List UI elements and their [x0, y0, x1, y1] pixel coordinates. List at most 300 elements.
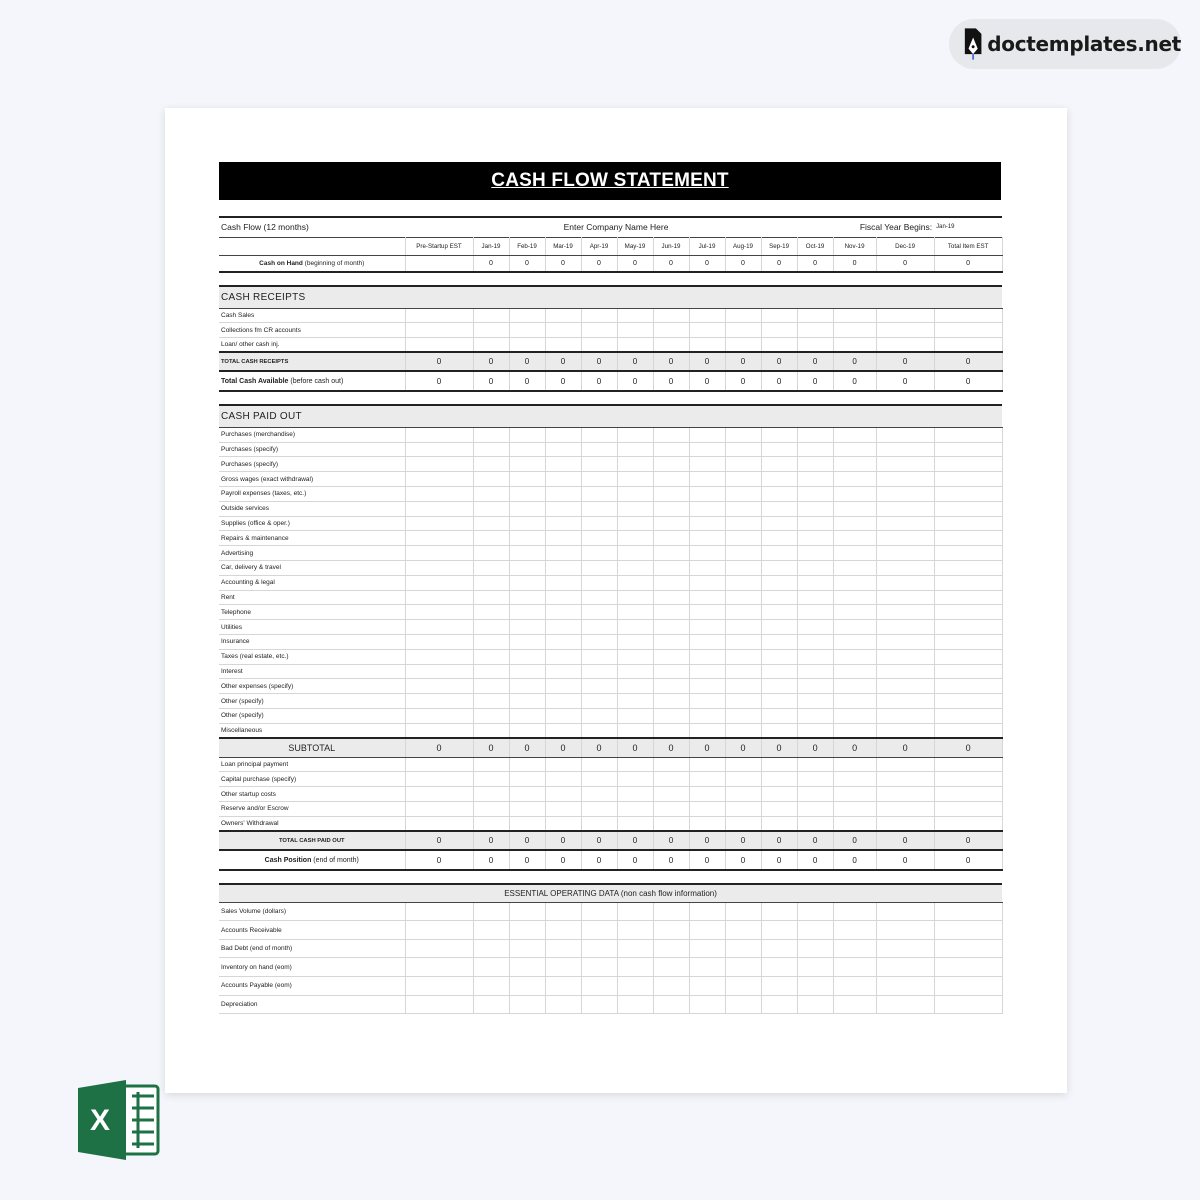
input-cell[interactable] [581, 664, 617, 679]
input-cell[interactable] [617, 561, 653, 576]
value-cell[interactable]: 0 [934, 850, 1002, 870]
input-cell[interactable] [473, 649, 509, 664]
input-cell[interactable] [545, 664, 581, 679]
input-cell[interactable] [581, 546, 617, 561]
value-cell[interactable]: 0 [761, 738, 797, 757]
input-cell[interactable] [761, 757, 797, 772]
input-cell[interactable] [797, 787, 833, 802]
input-cell[interactable] [833, 772, 876, 787]
value-cell[interactable]: 0 [473, 255, 509, 272]
input-cell[interactable] [617, 802, 653, 817]
input-cell[interactable] [761, 787, 797, 802]
input-cell[interactable] [473, 442, 509, 457]
value-cell[interactable]: 0 [876, 255, 934, 272]
input-cell[interactable] [473, 338, 509, 353]
input-cell[interactable] [581, 649, 617, 664]
input-cell[interactable] [545, 338, 581, 353]
input-cell[interactable] [833, 546, 876, 561]
input-cell[interactable] [833, 787, 876, 802]
input-cell[interactable] [725, 427, 761, 442]
input-cell[interactable] [473, 457, 509, 472]
input-cell[interactable] [653, 472, 689, 487]
input-cell[interactable] [797, 664, 833, 679]
input-cell[interactable] [617, 723, 653, 738]
input-cell[interactable] [876, 939, 934, 958]
input-cell[interactable] [405, 723, 473, 738]
input-cell[interactable] [876, 921, 934, 940]
input-cell[interactable] [473, 323, 509, 338]
input-cell[interactable] [581, 679, 617, 694]
input-cell[interactable] [761, 531, 797, 546]
input-cell[interactable] [689, 694, 725, 709]
input-cell[interactable] [653, 501, 689, 516]
input-cell[interactable] [725, 531, 761, 546]
input-cell[interactable] [761, 772, 797, 787]
value-cell[interactable]: 0 [934, 371, 1002, 391]
input-cell[interactable] [689, 561, 725, 576]
input-cell[interactable] [545, 546, 581, 561]
input-cell[interactable] [761, 501, 797, 516]
input-cell[interactable] [473, 757, 509, 772]
input-cell[interactable] [617, 976, 653, 995]
input-cell[interactable] [581, 816, 617, 831]
input-cell[interactable] [833, 575, 876, 590]
input-cell[interactable] [581, 939, 617, 958]
input-cell[interactable] [934, 723, 1002, 738]
input-cell[interactable] [509, 472, 545, 487]
input-cell[interactable] [581, 995, 617, 1014]
input-cell[interactable] [689, 995, 725, 1014]
input-cell[interactable] [725, 457, 761, 472]
input-cell[interactable] [876, 664, 934, 679]
input-cell[interactable] [689, 939, 725, 958]
input-cell[interactable] [725, 902, 761, 921]
input-cell[interactable] [833, 723, 876, 738]
input-cell[interactable] [473, 802, 509, 817]
input-cell[interactable] [473, 590, 509, 605]
input-cell[interactable] [876, 816, 934, 831]
input-cell[interactable] [725, 472, 761, 487]
input-cell[interactable] [545, 323, 581, 338]
input-cell[interactable] [689, 679, 725, 694]
input-cell[interactable] [617, 516, 653, 531]
input-cell[interactable] [617, 939, 653, 958]
input-cell[interactable] [545, 995, 581, 1014]
input-cell[interactable] [653, 816, 689, 831]
input-cell[interactable] [725, 921, 761, 940]
input-cell[interactable] [797, 635, 833, 650]
input-cell[interactable] [405, 457, 473, 472]
input-cell[interactable] [405, 546, 473, 561]
value-cell[interactable]: 0 [761, 371, 797, 391]
input-cell[interactable] [509, 976, 545, 995]
input-cell[interactable] [797, 487, 833, 502]
input-cell[interactable] [617, 902, 653, 921]
input-cell[interactable] [797, 679, 833, 694]
input-cell[interactable] [581, 487, 617, 502]
input-cell[interactable] [689, 816, 725, 831]
input-cell[interactable] [797, 649, 833, 664]
value-cell[interactable]: 0 [934, 352, 1002, 371]
input-cell[interactable] [797, 575, 833, 590]
input-cell[interactable] [934, 664, 1002, 679]
input-cell[interactable] [617, 816, 653, 831]
value-cell[interactable]: 0 [581, 738, 617, 757]
input-cell[interactable] [761, 427, 797, 442]
input-cell[interactable] [405, 561, 473, 576]
input-cell[interactable] [473, 694, 509, 709]
input-cell[interactable] [934, 958, 1002, 977]
input-cell[interactable] [876, 561, 934, 576]
input-cell[interactable] [934, 757, 1002, 772]
input-cell[interactable] [405, 635, 473, 650]
input-cell[interactable] [545, 635, 581, 650]
input-cell[interactable] [473, 531, 509, 546]
input-cell[interactable] [934, 531, 1002, 546]
input-cell[interactable] [689, 709, 725, 724]
input-cell[interactable] [876, 620, 934, 635]
input-cell[interactable] [653, 787, 689, 802]
input-cell[interactable] [833, 487, 876, 502]
value-cell[interactable]: 0 [876, 850, 934, 870]
input-cell[interactable] [581, 958, 617, 977]
value-cell[interactable]: 0 [934, 831, 1002, 850]
value-cell[interactable]: 0 [876, 738, 934, 757]
input-cell[interactable] [725, 590, 761, 605]
value-cell[interactable]: 0 [405, 371, 473, 391]
input-cell[interactable] [617, 323, 653, 338]
input-cell[interactable] [581, 561, 617, 576]
input-cell[interactable] [581, 709, 617, 724]
input-cell[interactable] [876, 723, 934, 738]
input-cell[interactable] [833, 802, 876, 817]
input-cell[interactable] [689, 921, 725, 940]
input-cell[interactable] [653, 723, 689, 738]
input-cell[interactable] [509, 308, 545, 323]
input-cell[interactable] [876, 679, 934, 694]
input-cell[interactable] [876, 427, 934, 442]
input-cell[interactable] [405, 620, 473, 635]
input-cell[interactable] [581, 902, 617, 921]
input-cell[interactable] [581, 802, 617, 817]
input-cell[interactable] [653, 531, 689, 546]
input-cell[interactable] [934, 457, 1002, 472]
input-cell[interactable] [653, 939, 689, 958]
input-cell[interactable] [725, 501, 761, 516]
value-cell[interactable]: 0 [405, 831, 473, 850]
input-cell[interactable] [545, 472, 581, 487]
input-cell[interactable] [473, 605, 509, 620]
input-cell[interactable] [876, 757, 934, 772]
input-cell[interactable] [934, 679, 1002, 694]
input-cell[interactable] [545, 487, 581, 502]
input-cell[interactable] [797, 338, 833, 353]
value-cell[interactable]: 0 [833, 738, 876, 757]
value-cell[interactable]: 0 [581, 371, 617, 391]
input-cell[interactable] [509, 709, 545, 724]
input-cell[interactable] [473, 816, 509, 831]
input-cell[interactable] [689, 902, 725, 921]
input-cell[interactable] [833, 442, 876, 457]
input-cell[interactable] [833, 921, 876, 940]
input-cell[interactable] [934, 546, 1002, 561]
input-cell[interactable] [581, 457, 617, 472]
input-cell[interactable] [545, 561, 581, 576]
input-cell[interactable] [509, 772, 545, 787]
input-cell[interactable] [934, 472, 1002, 487]
value-cell[interactable]: 0 [833, 352, 876, 371]
input-cell[interactable] [509, 531, 545, 546]
value-cell[interactable]: 0 [545, 371, 581, 391]
input-cell[interactable] [725, 635, 761, 650]
brand-badge[interactable] [949, 19, 1181, 69]
input-cell[interactable] [876, 976, 934, 995]
input-cell[interactable] [405, 976, 473, 995]
input-cell[interactable] [934, 338, 1002, 353]
input-cell[interactable] [581, 338, 617, 353]
input-cell[interactable] [876, 308, 934, 323]
input-cell[interactable] [545, 694, 581, 709]
input-cell[interactable] [797, 939, 833, 958]
input-cell[interactable] [797, 501, 833, 516]
input-cell[interactable] [473, 902, 509, 921]
input-cell[interactable] [934, 620, 1002, 635]
input-cell[interactable] [405, 501, 473, 516]
input-cell[interactable] [761, 442, 797, 457]
input-cell[interactable] [833, 531, 876, 546]
input-cell[interactable] [689, 308, 725, 323]
input-cell[interactable] [725, 620, 761, 635]
input-cell[interactable] [545, 442, 581, 457]
value-cell[interactable]: 0 [725, 352, 761, 371]
input-cell[interactable] [653, 487, 689, 502]
input-cell[interactable] [653, 338, 689, 353]
input-cell[interactable] [545, 902, 581, 921]
input-cell[interactable] [797, 457, 833, 472]
input-cell[interactable] [617, 757, 653, 772]
input-cell[interactable] [797, 516, 833, 531]
input-cell[interactable] [545, 531, 581, 546]
value-cell[interactable]: 0 [653, 831, 689, 850]
input-cell[interactable] [689, 723, 725, 738]
input-cell[interactable] [653, 516, 689, 531]
input-cell[interactable] [581, 787, 617, 802]
input-cell[interactable] [761, 679, 797, 694]
input-cell[interactable] [545, 816, 581, 831]
input-cell[interactable] [653, 546, 689, 561]
input-cell[interactable] [797, 308, 833, 323]
input-cell[interactable] [833, 472, 876, 487]
input-cell[interactable] [473, 958, 509, 977]
input-cell[interactable] [797, 472, 833, 487]
input-cell[interactable] [797, 323, 833, 338]
input-cell[interactable] [617, 958, 653, 977]
input-cell[interactable] [934, 902, 1002, 921]
input-cell[interactable] [581, 472, 617, 487]
input-cell[interactable] [581, 620, 617, 635]
input-cell[interactable] [653, 958, 689, 977]
input-cell[interactable] [653, 605, 689, 620]
input-cell[interactable] [725, 575, 761, 590]
input-cell[interactable] [689, 472, 725, 487]
input-cell[interactable] [797, 605, 833, 620]
input-cell[interactable] [876, 590, 934, 605]
input-cell[interactable] [725, 816, 761, 831]
input-cell[interactable] [761, 635, 797, 650]
input-cell[interactable] [725, 487, 761, 502]
input-cell[interactable] [761, 995, 797, 1014]
value-cell[interactable]: 0 [617, 738, 653, 757]
input-cell[interactable] [653, 561, 689, 576]
input-cell[interactable] [833, 757, 876, 772]
value-cell[interactable]: 0 [689, 850, 725, 870]
input-cell[interactable] [653, 427, 689, 442]
input-cell[interactable] [617, 694, 653, 709]
input-cell[interactable] [833, 457, 876, 472]
value-cell[interactable]: 0 [725, 371, 761, 391]
input-cell[interactable] [405, 531, 473, 546]
value-cell[interactable]: 0 [509, 850, 545, 870]
input-cell[interactable] [934, 976, 1002, 995]
input-cell[interactable] [833, 561, 876, 576]
input-cell[interactable] [876, 487, 934, 502]
input-cell[interactable] [833, 694, 876, 709]
input-cell[interactable] [405, 709, 473, 724]
value-cell[interactable]: 0 [797, 371, 833, 391]
input-cell[interactable] [509, 921, 545, 940]
input-cell[interactable] [761, 902, 797, 921]
input-cell[interactable] [934, 694, 1002, 709]
input-cell[interactable] [876, 995, 934, 1014]
input-cell[interactable] [689, 427, 725, 442]
input-cell[interactable] [617, 575, 653, 590]
input-cell[interactable] [617, 635, 653, 650]
input-cell[interactable] [761, 649, 797, 664]
input-cell[interactable] [581, 323, 617, 338]
input-cell[interactable] [581, 694, 617, 709]
input-cell[interactable] [581, 427, 617, 442]
value-cell[interactable]: 0 [405, 352, 473, 371]
input-cell[interactable] [797, 816, 833, 831]
value-cell[interactable]: 0 [797, 831, 833, 850]
value-cell[interactable]: 0 [473, 850, 509, 870]
input-cell[interactable] [405, 472, 473, 487]
input-cell[interactable] [725, 442, 761, 457]
input-cell[interactable] [473, 976, 509, 995]
value-cell[interactable]: 0 [545, 255, 581, 272]
input-cell[interactable] [833, 323, 876, 338]
input-cell[interactable] [876, 709, 934, 724]
input-cell[interactable] [581, 516, 617, 531]
input-cell[interactable] [833, 958, 876, 977]
input-cell[interactable] [545, 590, 581, 605]
input-cell[interactable] [876, 902, 934, 921]
value-cell[interactable] [405, 255, 473, 272]
input-cell[interactable] [509, 561, 545, 576]
value-cell[interactable]: 0 [761, 831, 797, 850]
input-cell[interactable] [405, 694, 473, 709]
input-cell[interactable] [797, 531, 833, 546]
input-cell[interactable] [797, 958, 833, 977]
input-cell[interactable] [876, 694, 934, 709]
input-cell[interactable] [833, 939, 876, 958]
value-cell[interactable]: 0 [934, 738, 1002, 757]
value-cell[interactable]: 0 [833, 831, 876, 850]
input-cell[interactable] [689, 487, 725, 502]
input-cell[interactable] [725, 694, 761, 709]
value-cell[interactable]: 0 [581, 255, 617, 272]
input-cell[interactable] [876, 338, 934, 353]
value-cell[interactable]: 0 [689, 255, 725, 272]
input-cell[interactable] [545, 757, 581, 772]
input-cell[interactable] [934, 427, 1002, 442]
input-cell[interactable] [653, 664, 689, 679]
input-cell[interactable] [545, 516, 581, 531]
input-cell[interactable] [833, 649, 876, 664]
input-cell[interactable] [653, 902, 689, 921]
input-cell[interactable] [876, 575, 934, 590]
input-cell[interactable] [405, 575, 473, 590]
input-cell[interactable] [509, 516, 545, 531]
input-cell[interactable] [581, 757, 617, 772]
input-cell[interactable] [934, 649, 1002, 664]
input-cell[interactable] [725, 323, 761, 338]
company-name-field[interactable]: Enter Company Name Here [473, 217, 797, 237]
input-cell[interactable] [761, 723, 797, 738]
input-cell[interactable] [653, 442, 689, 457]
value-cell[interactable]: 0 [934, 255, 1002, 272]
input-cell[interactable] [473, 787, 509, 802]
input-cell[interactable] [509, 427, 545, 442]
input-cell[interactable] [761, 546, 797, 561]
input-cell[interactable] [473, 921, 509, 940]
input-cell[interactable] [689, 664, 725, 679]
input-cell[interactable] [725, 709, 761, 724]
value-cell[interactable]: 0 [405, 738, 473, 757]
input-cell[interactable] [934, 501, 1002, 516]
input-cell[interactable] [617, 457, 653, 472]
input-cell[interactable] [934, 487, 1002, 502]
input-cell[interactable] [617, 605, 653, 620]
input-cell[interactable] [761, 472, 797, 487]
input-cell[interactable] [934, 323, 1002, 338]
input-cell[interactable] [934, 709, 1002, 724]
value-cell[interactable]: 0 [725, 831, 761, 850]
input-cell[interactable] [797, 723, 833, 738]
input-cell[interactable] [653, 649, 689, 664]
input-cell[interactable] [833, 635, 876, 650]
input-cell[interactable] [473, 501, 509, 516]
input-cell[interactable] [689, 516, 725, 531]
input-cell[interactable] [581, 501, 617, 516]
input-cell[interactable] [509, 501, 545, 516]
input-cell[interactable] [509, 338, 545, 353]
input-cell[interactable] [876, 635, 934, 650]
input-cell[interactable] [653, 694, 689, 709]
input-cell[interactable] [725, 787, 761, 802]
value-cell[interactable]: 0 [797, 850, 833, 870]
input-cell[interactable] [689, 620, 725, 635]
input-cell[interactable] [509, 605, 545, 620]
value-cell[interactable]: 0 [761, 850, 797, 870]
input-cell[interactable] [405, 664, 473, 679]
input-cell[interactable] [581, 308, 617, 323]
input-cell[interactable] [689, 757, 725, 772]
value-cell[interactable]: 0 [545, 738, 581, 757]
input-cell[interactable] [761, 338, 797, 353]
input-cell[interactable] [617, 590, 653, 605]
input-cell[interactable] [934, 308, 1002, 323]
